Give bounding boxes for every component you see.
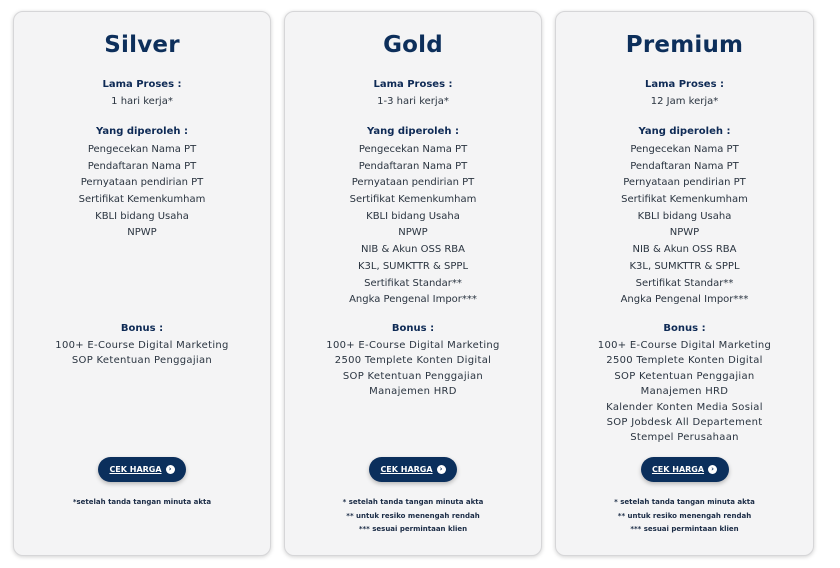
included-item: Sertifikat Kemenkumham bbox=[78, 194, 206, 206]
included-item: Pendaftaran Nama PT bbox=[358, 160, 468, 172]
included-item: NPWP bbox=[398, 227, 428, 239]
bonus-list bbox=[14, 338, 270, 369]
included-label: Yang diperoleh : bbox=[367, 126, 459, 137]
pricing-card-silver bbox=[13, 11, 271, 556]
bonus-list bbox=[285, 338, 541, 400]
included-item: NIB & Akun OSS RBA bbox=[632, 244, 737, 256]
included-label: Yang diperoleh : bbox=[638, 126, 731, 137]
bonus-item: SOP Ketentuan Penggajian bbox=[342, 370, 484, 382]
included-item: Pendaftaran Nama PT bbox=[630, 160, 739, 172]
footnote: *** sesuai permintaan klien bbox=[358, 525, 468, 534]
footnote: *setelah tanda tangan minuta akta bbox=[72, 498, 212, 506]
included-item: Pendaftaran Nama PT bbox=[87, 160, 197, 172]
footnote: * setelah tanda tangan minuta akta bbox=[342, 498, 484, 506]
bonus-label: Bonus : bbox=[120, 323, 164, 334]
footnote: *** sesuai permintaan klien bbox=[630, 525, 739, 534]
included-item: Pernyataan pendirian PT bbox=[351, 177, 475, 189]
bonus-item: 100+ E-Course Digital Marketing bbox=[55, 340, 229, 351]
included-item: Pengecekan Nama PT bbox=[630, 144, 739, 155]
included-list bbox=[285, 142, 541, 309]
bonus-item: 2500 Templete Konten Digital bbox=[334, 355, 492, 367]
bonus-label: Bonus : bbox=[663, 323, 706, 334]
included-item: Pernyataan pendirian PT bbox=[623, 177, 746, 189]
pricing-card-gold bbox=[284, 11, 542, 556]
button-label: CEK HARGA bbox=[109, 465, 162, 474]
footnote: * setelah tanda tangan minuta akta bbox=[614, 498, 755, 506]
included-item: Sertifikat Standar** bbox=[635, 277, 734, 289]
footnote: ** untuk resiko menengah rendah bbox=[617, 511, 752, 520]
arrow-circle-right-icon: › bbox=[166, 465, 175, 474]
button-label: CEK HARGA bbox=[651, 465, 705, 474]
included-item: Pengecekan Nama PT bbox=[358, 144, 468, 155]
arrow-circle-right-icon: › bbox=[437, 465, 446, 474]
included-item: KBLI bidang Usaha bbox=[637, 210, 732, 222]
cek-harga-button[interactable] bbox=[641, 457, 729, 482]
process-value: 1 hari kerja* bbox=[111, 96, 173, 107]
process-label: Lama Proses : bbox=[644, 79, 725, 90]
bonus-item: Stempel Perusahaan bbox=[630, 432, 739, 444]
pricing-card-premium bbox=[555, 11, 814, 556]
cek-harga-button[interactable] bbox=[369, 457, 457, 482]
included-item: Sertifikat Standar** bbox=[364, 277, 462, 289]
included-item: NIB & Akun OSS RBA bbox=[360, 244, 466, 256]
bonus-item: 100+ E-Course Digital Marketing bbox=[597, 340, 772, 351]
included-item: Angka Pengenal Impor*** bbox=[349, 294, 477, 306]
process-value: 12 Jam kerja* bbox=[650, 96, 719, 107]
plan-title: Premium bbox=[625, 32, 744, 58]
included-item: Sertifikat Kemenkumham bbox=[349, 194, 477, 206]
included-label: Yang diperoleh : bbox=[96, 126, 188, 137]
bonus-item: SOP Ketentuan Penggajian bbox=[614, 370, 755, 382]
included-item: Pernyataan pendirian PT bbox=[80, 177, 204, 189]
footnote: ** untuk resiko menengah rendah bbox=[346, 511, 480, 520]
included-item: K3L, SUMKTTR & SPPL bbox=[629, 260, 740, 272]
plan-title: Silver bbox=[104, 32, 180, 58]
bonus-item: 100+ E-Course Digital Marketing bbox=[326, 340, 500, 351]
included-list bbox=[556, 142, 813, 309]
included-item: Angka Pengenal Impor*** bbox=[620, 294, 749, 306]
included-item: KBLI bidang Usaha bbox=[366, 210, 460, 222]
included-list bbox=[14, 142, 270, 242]
included-item: NPWP bbox=[669, 227, 700, 239]
footnotes bbox=[556, 496, 813, 537]
bonus-item: Kalender Konten Media Sosial bbox=[606, 401, 763, 413]
bonus-item: Manajemen HRD bbox=[640, 386, 729, 398]
bonus-item: Manajemen HRD bbox=[369, 386, 457, 398]
included-item: NPWP bbox=[127, 227, 157, 239]
bonus-label: Bonus : bbox=[391, 323, 435, 334]
cek-harga-button[interactable] bbox=[98, 457, 186, 482]
included-item: KBLI bidang Usaha bbox=[95, 210, 189, 222]
footnotes bbox=[14, 496, 270, 510]
process-value: 1-3 hari kerja* bbox=[377, 96, 449, 107]
included-item: K3L, SUMKTTR & SPPL bbox=[357, 260, 469, 272]
bonus-list bbox=[556, 338, 813, 446]
button-label: CEK HARGA bbox=[380, 465, 433, 474]
bonus-item: SOP Ketentuan Penggajian bbox=[71, 355, 213, 367]
bonus-item: 2500 Templete Konten Digital bbox=[606, 355, 763, 367]
process-label: Lama Proses : bbox=[373, 79, 453, 90]
included-item: Pengecekan Nama PT bbox=[87, 144, 197, 155]
footnotes bbox=[285, 496, 541, 537]
bonus-item: SOP Jobdesk All Departement bbox=[606, 416, 763, 428]
included-item: Sertifikat Kemenkumham bbox=[621, 194, 748, 206]
plan-title: Gold bbox=[383, 32, 443, 58]
arrow-circle-right-icon: › bbox=[708, 465, 717, 474]
process-label: Lama Proses : bbox=[102, 79, 182, 90]
